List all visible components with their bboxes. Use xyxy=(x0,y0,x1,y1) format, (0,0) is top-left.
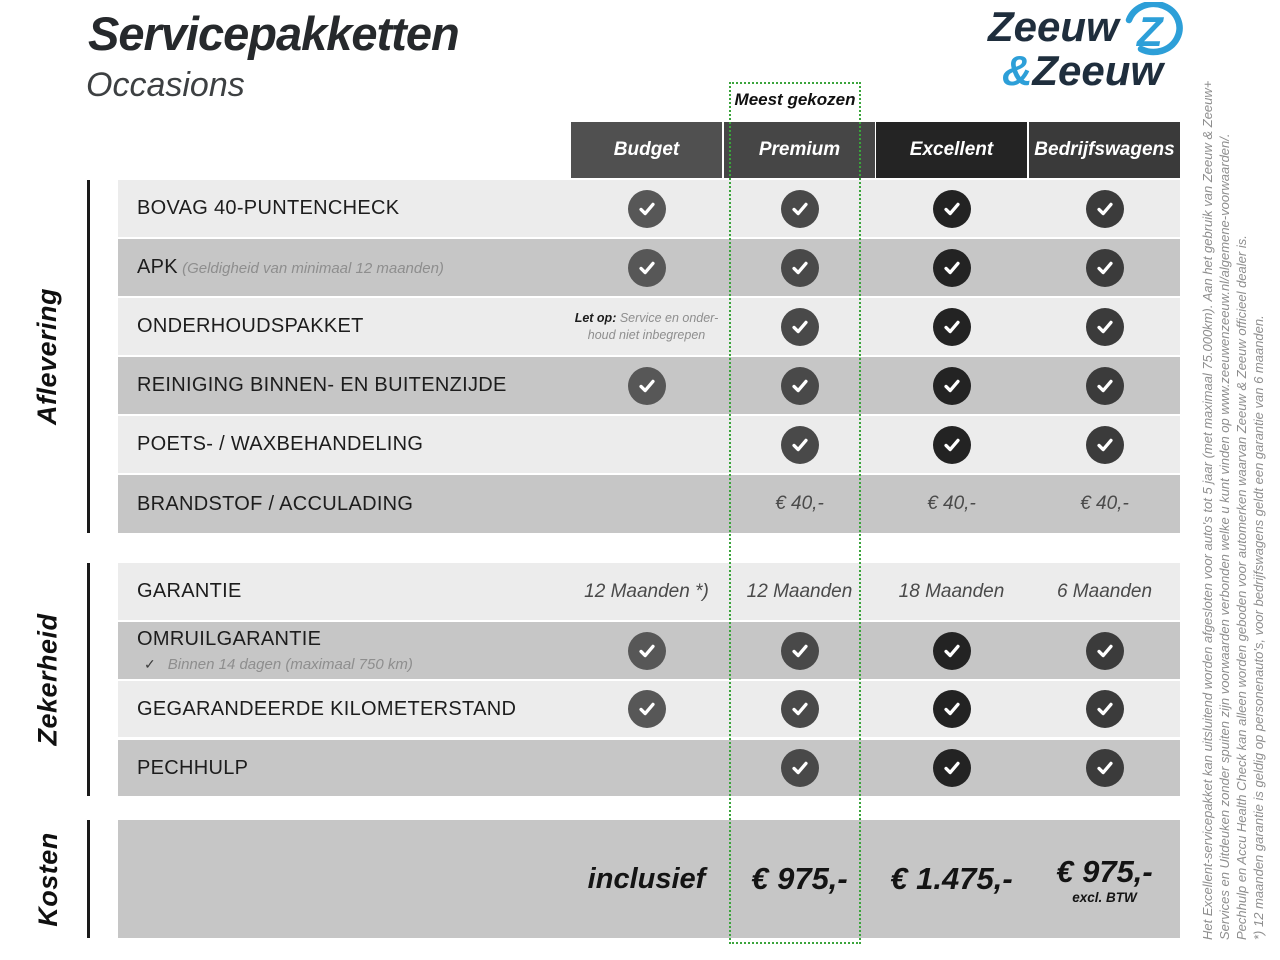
disclaimer-line: *) 12 maanden garantie is geldig op personenauto's, voor bedrijfswagens geldt een garantie van 6 maanden. xyxy=(1251,315,1266,940)
cell-budget xyxy=(570,681,723,737)
column-header-premium xyxy=(724,122,875,178)
price-value: € 975,- xyxy=(751,861,848,896)
cell-value: 12 Maanden xyxy=(746,580,853,602)
row-label-text: POETS- / WAXBEHANDELING xyxy=(137,433,424,455)
table-row xyxy=(118,239,1180,296)
check-icon xyxy=(781,426,819,464)
column-header-label: Budget xyxy=(613,139,680,160)
check-icon xyxy=(933,308,971,346)
cell-bedrijfswagens xyxy=(1028,475,1181,533)
cell-excellent xyxy=(875,622,1028,679)
svg-text:Z: Z xyxy=(1136,8,1163,55)
column-header-budget xyxy=(571,122,722,178)
cell-bedrijfswagens xyxy=(1028,180,1181,237)
check-icon xyxy=(1086,308,1124,346)
cell-value: € 40,- xyxy=(775,493,824,514)
cell-bedrijfswagens xyxy=(1028,681,1181,737)
check-icon xyxy=(1086,690,1124,728)
check-icon xyxy=(628,632,666,670)
cell-excellent xyxy=(875,180,1028,237)
row-label xyxy=(118,820,570,938)
check-icon xyxy=(933,367,971,405)
check-icon xyxy=(933,249,971,287)
row-label xyxy=(118,622,570,679)
table-row xyxy=(118,681,1180,737)
check-icon xyxy=(933,690,971,728)
row-label xyxy=(118,740,570,796)
cell-bedrijfswagens xyxy=(1028,298,1181,355)
row-label-text: REINIGING BINNEN- EN BUITENZIJDE xyxy=(137,374,507,396)
cell-budget xyxy=(570,239,723,296)
cell-premium xyxy=(723,622,876,679)
price-subnote: excl. BTW xyxy=(1072,889,1137,905)
check-icon xyxy=(1086,426,1124,464)
cell-premium xyxy=(723,681,876,737)
section-line xyxy=(87,180,90,533)
disclaimer-line: Services en Uitdeuken zonder spuiten zijn voorwaarden verbonden welke u kunt vinden op www.zeeuwenzeeuw.nl/algemene-voorwaarden/. xyxy=(1217,133,1232,940)
cell-bedrijfswagens xyxy=(1028,563,1181,620)
budget-note: Let op: Service en onder- houd niet inbegrepen xyxy=(574,311,719,342)
row-label-text: BOVAG 40-PUNTENCHECK xyxy=(137,197,400,219)
row-label xyxy=(118,681,570,737)
row-label xyxy=(118,298,570,355)
cell-value: 18 Maanden xyxy=(898,580,1005,602)
cell-excellent xyxy=(875,475,1028,533)
row-label xyxy=(118,416,570,473)
table-row xyxy=(118,298,1180,355)
cell-value: € 40,- xyxy=(1080,493,1129,514)
cell-premium xyxy=(723,239,876,296)
row-label-text: GARANTIE xyxy=(137,580,242,602)
section-label-zekerheid xyxy=(12,563,84,796)
table-row xyxy=(118,357,1180,414)
price-value: inclusief xyxy=(587,862,706,895)
row-label-text: BRANDSTOF / ACCULADING xyxy=(137,492,414,515)
cell-premium xyxy=(723,820,876,938)
row-label xyxy=(118,357,570,414)
section-line xyxy=(87,563,90,796)
cell-bedrijfswagens xyxy=(1028,622,1181,679)
check-icon xyxy=(781,632,819,670)
check-icon xyxy=(628,190,666,228)
cell-budget xyxy=(570,357,723,414)
cell-budget xyxy=(570,820,723,938)
cell-bedrijfswagens xyxy=(1028,820,1181,938)
row-label-note: (Geldigheid van minimaal 12 maanden) xyxy=(177,260,444,277)
cell-bedrijfswagens xyxy=(1028,357,1181,414)
disclaimer-text xyxy=(1199,80,1267,940)
row-sub-note xyxy=(137,656,570,673)
check-icon xyxy=(1086,749,1124,787)
row-label-text: PECHHULP xyxy=(137,756,249,779)
cell-excellent xyxy=(875,357,1028,414)
section-label-text: Kosten xyxy=(32,831,63,927)
cell-budget xyxy=(570,475,723,533)
cell-premium xyxy=(723,475,876,533)
check-icon xyxy=(781,249,819,287)
cell-budget xyxy=(570,298,723,355)
table-row xyxy=(118,475,1180,533)
check-icon xyxy=(933,749,971,787)
table-row xyxy=(118,416,1180,473)
page-title: Servicepakketten xyxy=(88,7,459,60)
section-label-aflevering xyxy=(12,180,84,533)
cell-budget xyxy=(570,740,723,796)
small-check-icon: ✓ xyxy=(144,656,156,672)
cell-bedrijfswagens xyxy=(1028,416,1181,473)
most-chosen-badge: Meest gekozen xyxy=(734,90,856,109)
table-row xyxy=(118,740,1180,796)
check-icon xyxy=(781,308,819,346)
logo-word-zeeuw: Zeeuw xyxy=(988,3,1119,50)
brand-logo xyxy=(988,3,1187,94)
check-icon xyxy=(1086,190,1124,228)
row-label-text: OMRUILGARANTIE xyxy=(137,628,322,650)
check-icon xyxy=(933,632,971,670)
check-icon xyxy=(628,249,666,287)
row-label xyxy=(118,563,570,620)
logo-word-zeeuw2: Zeeuw xyxy=(1032,47,1164,94)
row-sub-text: Binnen 14 dagen (maximaal 750 km) xyxy=(167,656,413,673)
page-subtitle: Occasions xyxy=(86,66,245,104)
cell-premium xyxy=(723,298,876,355)
cell-excellent xyxy=(875,298,1028,355)
cell-budget xyxy=(570,180,723,237)
cell-budget xyxy=(570,622,723,679)
logo-line2 xyxy=(988,47,1187,94)
section-line xyxy=(87,820,90,938)
cell-value: 6 Maanden xyxy=(1056,580,1153,602)
cell-value: 12 Maanden *) xyxy=(584,580,709,602)
cell-excellent xyxy=(875,239,1028,296)
check-icon xyxy=(628,690,666,728)
section-label-text: Zekerheid xyxy=(32,613,63,746)
column-header-excellent xyxy=(876,122,1027,178)
column-header-label: Premium xyxy=(758,139,841,160)
cell-excellent xyxy=(875,820,1028,938)
cell-premium xyxy=(723,357,876,414)
table-row xyxy=(118,180,1180,237)
check-icon xyxy=(628,367,666,405)
check-icon xyxy=(781,190,819,228)
check-icon xyxy=(781,367,819,405)
cell-bedrijfswagens xyxy=(1028,239,1181,296)
check-icon xyxy=(933,190,971,228)
cell-excellent xyxy=(875,416,1028,473)
section-label-text: Aflevering xyxy=(32,287,63,426)
logo-ampersand: & xyxy=(1002,47,1033,94)
column-header-label: Bedrijfswagens xyxy=(1034,139,1175,160)
cell-budget xyxy=(570,563,723,620)
check-icon xyxy=(933,426,971,464)
check-icon xyxy=(1086,632,1124,670)
row-label xyxy=(118,180,570,237)
table-row xyxy=(118,622,1180,679)
cell-premium xyxy=(723,180,876,237)
row-label-text: ONDERHOUDSPAKKET xyxy=(137,315,364,337)
cell-premium xyxy=(723,563,876,620)
row-label-text: APK (Geldigheid van minimaal 12 maanden) xyxy=(137,256,444,278)
cell-value: € 40,- xyxy=(927,493,976,514)
cell-excellent xyxy=(875,681,1028,737)
table-row xyxy=(118,563,1180,620)
disclaimer-line: Het Excellent-servicepakket kan uitsluitend worden afgesloten voor auto's tot 5 jaar (met maximaal 75.000km). Aan het gebruik van Zeeuw & Zeeuw+ xyxy=(1200,80,1215,940)
budget-note-lead: Let op: xyxy=(574,311,620,326)
section-label-kosten xyxy=(12,820,84,938)
price-value: € 1.475,- xyxy=(890,861,1013,896)
row-label xyxy=(118,475,570,533)
column-header-bedrijfswagens xyxy=(1029,122,1180,178)
cell-premium xyxy=(723,416,876,473)
price-value: € 975,- xyxy=(1056,853,1153,889)
row-label-text: GEGARANDEERDE KILOMETERSTAND xyxy=(137,697,517,720)
disclaimer-line: Pechhulp en Accu Health Check kan alleen worden geboden voor automerken waarvan Zeeuw & Zeeuw officieel dealer is. xyxy=(1234,235,1249,940)
check-icon xyxy=(1086,367,1124,405)
check-icon xyxy=(781,749,819,787)
cell-excellent xyxy=(875,563,1028,620)
row-label xyxy=(118,239,570,296)
cell-excellent xyxy=(875,740,1028,796)
cell-budget xyxy=(570,416,723,473)
cell-bedrijfswagens xyxy=(1028,740,1181,796)
check-icon xyxy=(781,690,819,728)
column-header-label: Excellent xyxy=(909,139,994,160)
cell-premium xyxy=(723,740,876,796)
table-row xyxy=(118,820,1180,938)
check-icon xyxy=(1086,249,1124,287)
